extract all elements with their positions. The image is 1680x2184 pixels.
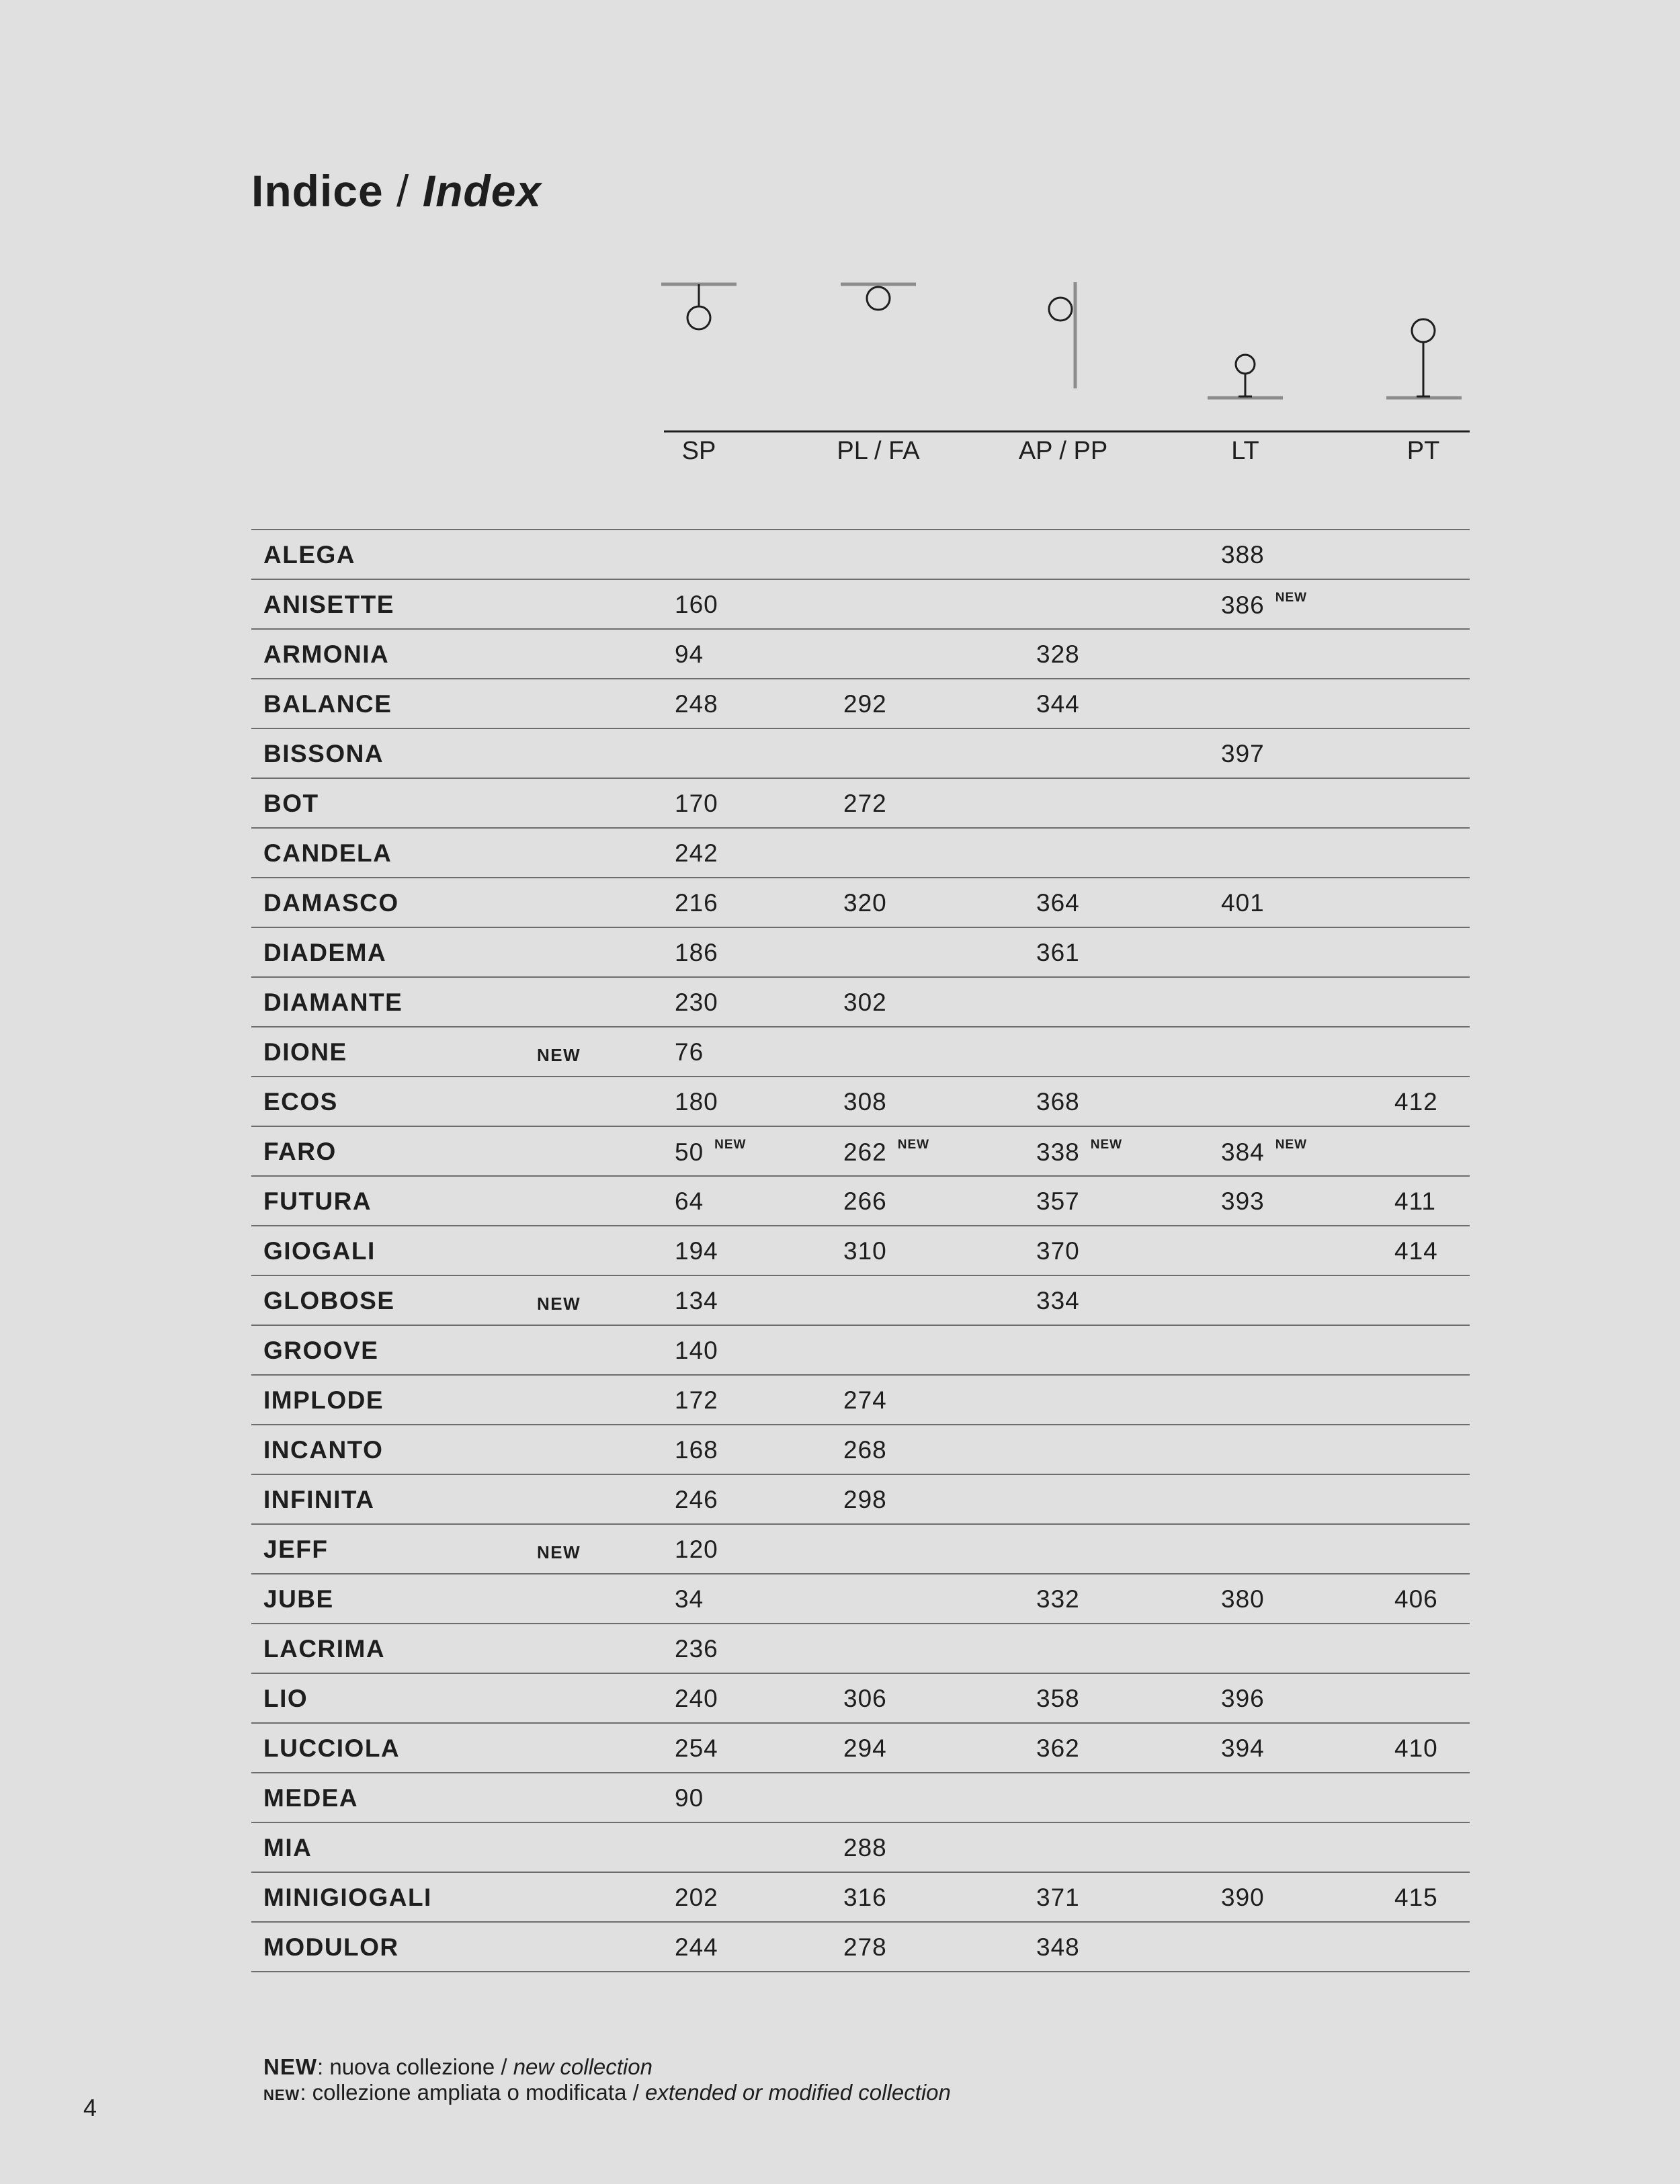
page-reference [1036, 1585, 1080, 1613]
column-icons [0, 0, 1680, 470]
page-reference [675, 939, 718, 967]
column-header-pt: PT [1406, 437, 1440, 465]
page-number-value: 306 [843, 1685, 887, 1712]
page-number-value: 411 [1394, 1187, 1436, 1215]
page-reference [675, 1138, 746, 1167]
page-number-value: 394 [1221, 1734, 1265, 1762]
page-number-value: 410 [1394, 1734, 1438, 1762]
collection-name: JUBE [263, 1585, 334, 1613]
collection-name: MEDEA [263, 1784, 359, 1812]
table-row [251, 728, 1470, 778]
page-reference [1036, 1933, 1080, 1962]
collection-name: INCANTO [263, 1436, 384, 1464]
collection-name: IMPLODE [263, 1386, 384, 1414]
page-reference [1036, 690, 1080, 718]
page-number-value: 308 [843, 1088, 887, 1116]
page-number-value: 348 [1036, 1933, 1080, 1961]
collection-name: BALANCE [263, 690, 392, 718]
collection-name: GROOVE [263, 1337, 379, 1364]
table-row [251, 1275, 1470, 1325]
page-reference [675, 1585, 704, 1613]
page-number-value: 160 [675, 591, 718, 618]
page-number-value: 194 [675, 1237, 718, 1265]
page-number-value: 310 [843, 1237, 887, 1265]
page-reference [843, 1088, 887, 1116]
page-reference [675, 1038, 704, 1066]
page-number-value: 186 [675, 939, 718, 966]
page-reference [1036, 1237, 1080, 1265]
page-reference [1221, 591, 1307, 620]
page-reference [1221, 1884, 1265, 1912]
collection-name: BISSONA [263, 740, 384, 767]
collection-name: BOT [263, 790, 319, 817]
page-reference [843, 1138, 929, 1167]
title-italian: Indice [251, 166, 384, 216]
page-reference [843, 690, 887, 718]
page-number-value: 393 [1221, 1187, 1265, 1215]
page-reference [675, 1635, 718, 1663]
page-reference [675, 1436, 718, 1464]
page-number-value: 216 [675, 889, 718, 917]
table-row [251, 1175, 1470, 1225]
table-row [251, 628, 1470, 678]
table-row [251, 1573, 1470, 1623]
new-badge: NEW [537, 1542, 581, 1562]
page-number-value: 272 [843, 790, 887, 817]
page-reference [1221, 740, 1265, 768]
collection-name: DIAMANTE [263, 989, 403, 1016]
legend-extended-label: NEW [263, 2087, 300, 2103]
page-reference [1036, 1734, 1080, 1763]
page-number-value: 34 [675, 1585, 704, 1613]
page-reference [675, 1287, 718, 1315]
collection-name: LACRIMA [263, 1635, 386, 1663]
new-superscript: NEW [897, 1138, 930, 1152]
page-number-value: 120 [675, 1536, 718, 1563]
table-row [251, 1424, 1470, 1474]
page-number-value: 380 [1221, 1585, 1265, 1613]
page-reference [843, 1486, 887, 1514]
page-number-value: 298 [843, 1486, 887, 1513]
legend-extended-text-it: : collezione ampliata o modificata / [300, 2080, 645, 2105]
page-number-value: 386 [1221, 591, 1265, 619]
page-reference [675, 1486, 718, 1514]
table-row [251, 1673, 1470, 1722]
legend-new-label: NEW [263, 2054, 317, 2079]
page-reference [675, 1784, 704, 1812]
page-number-value: 262 [843, 1138, 887, 1166]
page-number-value: 334 [1036, 1287, 1080, 1314]
page-reference [675, 1237, 718, 1265]
page-reference [675, 1933, 718, 1962]
page-number-value: 414 [1394, 1237, 1438, 1265]
ceiling-icon [841, 284, 916, 310]
page-number-value: 384 [1221, 1138, 1265, 1166]
page-number-value: 368 [1036, 1088, 1080, 1116]
collection-name: CANDELA [263, 839, 392, 867]
page-reference [1221, 1585, 1265, 1613]
page-number-value: 248 [675, 690, 718, 718]
page-reference [675, 640, 704, 669]
table-row [251, 678, 1470, 728]
table-row [251, 1325, 1470, 1374]
page-number-value: 140 [675, 1337, 718, 1364]
page-reference [675, 1884, 718, 1912]
page-reference [843, 1734, 887, 1763]
page-reference [1036, 1187, 1080, 1216]
page-number-value: 242 [675, 839, 718, 867]
page-reference [1036, 1138, 1122, 1167]
page-reference [843, 1436, 887, 1464]
page-number-value: 180 [675, 1088, 718, 1116]
page-number-value: 278 [843, 1933, 887, 1961]
page-number-value: 328 [1036, 640, 1080, 668]
page-number-value: 274 [843, 1386, 887, 1414]
legend [263, 2054, 951, 2108]
page-reference [675, 790, 718, 818]
collection-name: MODULOR [263, 1933, 399, 1961]
page-reference [1036, 640, 1080, 669]
page-number-value: 168 [675, 1436, 718, 1464]
page-number-value: 371 [1036, 1884, 1080, 1911]
page-reference [843, 1884, 887, 1912]
table-row [251, 1872, 1470, 1921]
page-number-value: 344 [1036, 690, 1080, 718]
page-reference [675, 1187, 704, 1216]
page-reference [843, 889, 887, 917]
new-badge: NEW [537, 1294, 581, 1314]
page-number-value: 240 [675, 1685, 718, 1712]
page-reference [675, 839, 718, 868]
table-row [251, 1623, 1470, 1673]
page-reference [1036, 889, 1080, 917]
table-row [251, 1076, 1470, 1126]
page-number-value: 76 [675, 1038, 704, 1066]
page-number-value: 320 [843, 889, 887, 917]
page-number-value: 266 [843, 1187, 887, 1215]
collection-name: GIOGALI [263, 1237, 376, 1265]
page-reference [675, 1088, 718, 1116]
collection-name: ANISETTE [263, 591, 394, 618]
index-table [251, 529, 1470, 1972]
page-number-value: 361 [1036, 939, 1080, 966]
page-reference [675, 889, 718, 917]
page-number-value: 370 [1036, 1237, 1080, 1265]
collection-name: LIO [263, 1685, 308, 1712]
table-row [251, 927, 1470, 976]
page-reference [1221, 1734, 1265, 1763]
column-header-pl-fa: PL / FA [837, 437, 920, 465]
page-reference [675, 1536, 718, 1564]
page-number-value: 230 [675, 989, 718, 1016]
table-row [251, 1374, 1470, 1424]
new-superscript: NEW [1275, 591, 1308, 605]
table-row [251, 1474, 1470, 1523]
page-number-value: 64 [675, 1187, 704, 1215]
table-row [251, 877, 1470, 927]
table-row [251, 1523, 1470, 1573]
collection-name: FARO [263, 1138, 337, 1165]
page-reference [1036, 1088, 1080, 1116]
table-row [251, 1722, 1470, 1772]
page-reference [843, 1187, 887, 1216]
page-number-value: 94 [675, 640, 704, 668]
page-reference [843, 989, 887, 1017]
suspension-icon [661, 284, 737, 329]
page-reference [675, 989, 718, 1017]
page-reference [843, 1237, 887, 1265]
page-reference [1394, 1585, 1438, 1613]
page-number-value: 397 [1221, 740, 1265, 767]
page-number-value: 302 [843, 989, 887, 1016]
page-number-value: 50 [675, 1138, 704, 1166]
page-number-value: 362 [1036, 1734, 1080, 1762]
table-lamp-icon [1208, 355, 1283, 398]
collection-name: FUTURA [263, 1187, 372, 1215]
page-reference [843, 1685, 887, 1713]
page-number-value: 90 [675, 1784, 704, 1812]
page-reference [1394, 1734, 1438, 1763]
page-reference [1394, 1884, 1438, 1912]
collection-name: MIA [263, 1834, 312, 1861]
page-number-value: 246 [675, 1486, 718, 1513]
page-reference [1036, 1287, 1080, 1315]
new-badge: NEW [537, 1045, 581, 1065]
wall-icon [1049, 282, 1075, 388]
table-row [251, 529, 1470, 579]
collection-name: GLOBOSE [263, 1287, 395, 1314]
table-row [251, 1126, 1470, 1175]
collection-name: ECOS [263, 1088, 338, 1116]
page-number-value: 332 [1036, 1585, 1080, 1613]
table-row [251, 579, 1470, 628]
page-reference [1036, 1884, 1080, 1912]
table-row [251, 1225, 1470, 1275]
collection-name: MINIGIOGALI [263, 1884, 432, 1911]
page-number-value: 288 [843, 1834, 887, 1861]
collection-name: LUCCIOLA [263, 1734, 401, 1762]
page-reference [843, 790, 887, 818]
new-superscript: NEW [714, 1138, 747, 1152]
collection-name: DIADEMA [263, 939, 387, 966]
page-reference [1036, 939, 1080, 967]
page-reference [843, 1386, 887, 1415]
column-header-lt: LT [1231, 437, 1259, 465]
page-number-value: 254 [675, 1734, 718, 1762]
collection-name: JEFF [263, 1536, 329, 1563]
page-number-value: 364 [1036, 889, 1080, 917]
page-number-value: 294 [843, 1734, 887, 1762]
floor-lamp-icon [1386, 319, 1462, 398]
page-number-value: 202 [675, 1884, 718, 1911]
page-number-value: 172 [675, 1386, 718, 1414]
page-reference [675, 1337, 718, 1365]
page-number-value: 357 [1036, 1187, 1080, 1215]
column-header-ap-pp: AP / PP [1018, 437, 1108, 465]
page-number-value: 415 [1394, 1884, 1438, 1911]
page-number: 4 [83, 2094, 97, 2122]
new-superscript: NEW [1090, 1138, 1123, 1152]
collection-name: DAMASCO [263, 889, 399, 917]
title-separator: / [383, 166, 423, 216]
page-reference [1221, 1187, 1265, 1216]
table-row [251, 1772, 1470, 1822]
page-reference [675, 1386, 718, 1415]
page-reference [675, 1685, 718, 1713]
page-reference [843, 1834, 887, 1862]
page-reference [1394, 1088, 1438, 1116]
page-number-value: 396 [1221, 1685, 1265, 1712]
page-number-value: 358 [1036, 1685, 1080, 1712]
table-row [251, 827, 1470, 877]
page-reference [1036, 1685, 1080, 1713]
page-number-value: 316 [843, 1884, 887, 1911]
page-number-value: 412 [1394, 1088, 1438, 1116]
page-number-value: 390 [1221, 1884, 1265, 1911]
page-number-value: 338 [1036, 1138, 1080, 1166]
legend-new-text-en: new collection [513, 2054, 653, 2079]
page-reference [675, 591, 718, 619]
collection-name: DIONE [263, 1038, 347, 1066]
column-header-sp: SP [681, 437, 716, 465]
page-number-value: 134 [675, 1287, 718, 1314]
page-number-value: 236 [675, 1635, 718, 1663]
table-row [251, 976, 1470, 1026]
page-reference [675, 690, 718, 718]
page-reference [843, 1933, 887, 1962]
table-row [251, 778, 1470, 827]
collection-name: INFINITA [263, 1486, 375, 1513]
page-number-value: 388 [1221, 541, 1265, 569]
table-row [251, 1822, 1470, 1872]
page-number-value: 406 [1394, 1585, 1438, 1613]
page-reference [675, 1734, 718, 1763]
collection-name: ARMONIA [263, 640, 390, 668]
collection-name: ALEGA [263, 541, 355, 569]
new-superscript: NEW [1275, 1138, 1308, 1152]
page-number-value: 268 [843, 1436, 887, 1464]
page-number-value: 170 [675, 790, 718, 817]
page-number-value: 244 [675, 1933, 718, 1961]
page-number-value: 292 [843, 690, 887, 718]
legend-new-text-it: : nuova collezione / [317, 2054, 513, 2079]
page-reference [1221, 541, 1265, 569]
page-reference [1394, 1237, 1438, 1265]
legend-extended-text-en: extended or modified collection [644, 2080, 951, 2105]
page-reference [1221, 1138, 1307, 1167]
legend-line-new [263, 2054, 951, 2080]
page-reference [1394, 1187, 1436, 1216]
page-reference [1221, 889, 1265, 917]
table-row [251, 1921, 1470, 1972]
page-number-value: 401 [1221, 889, 1265, 917]
page-reference [1221, 1685, 1265, 1713]
table-row [251, 1026, 1470, 1076]
legend-line-extended [263, 2080, 951, 2108]
title-english: Index [422, 166, 542, 216]
